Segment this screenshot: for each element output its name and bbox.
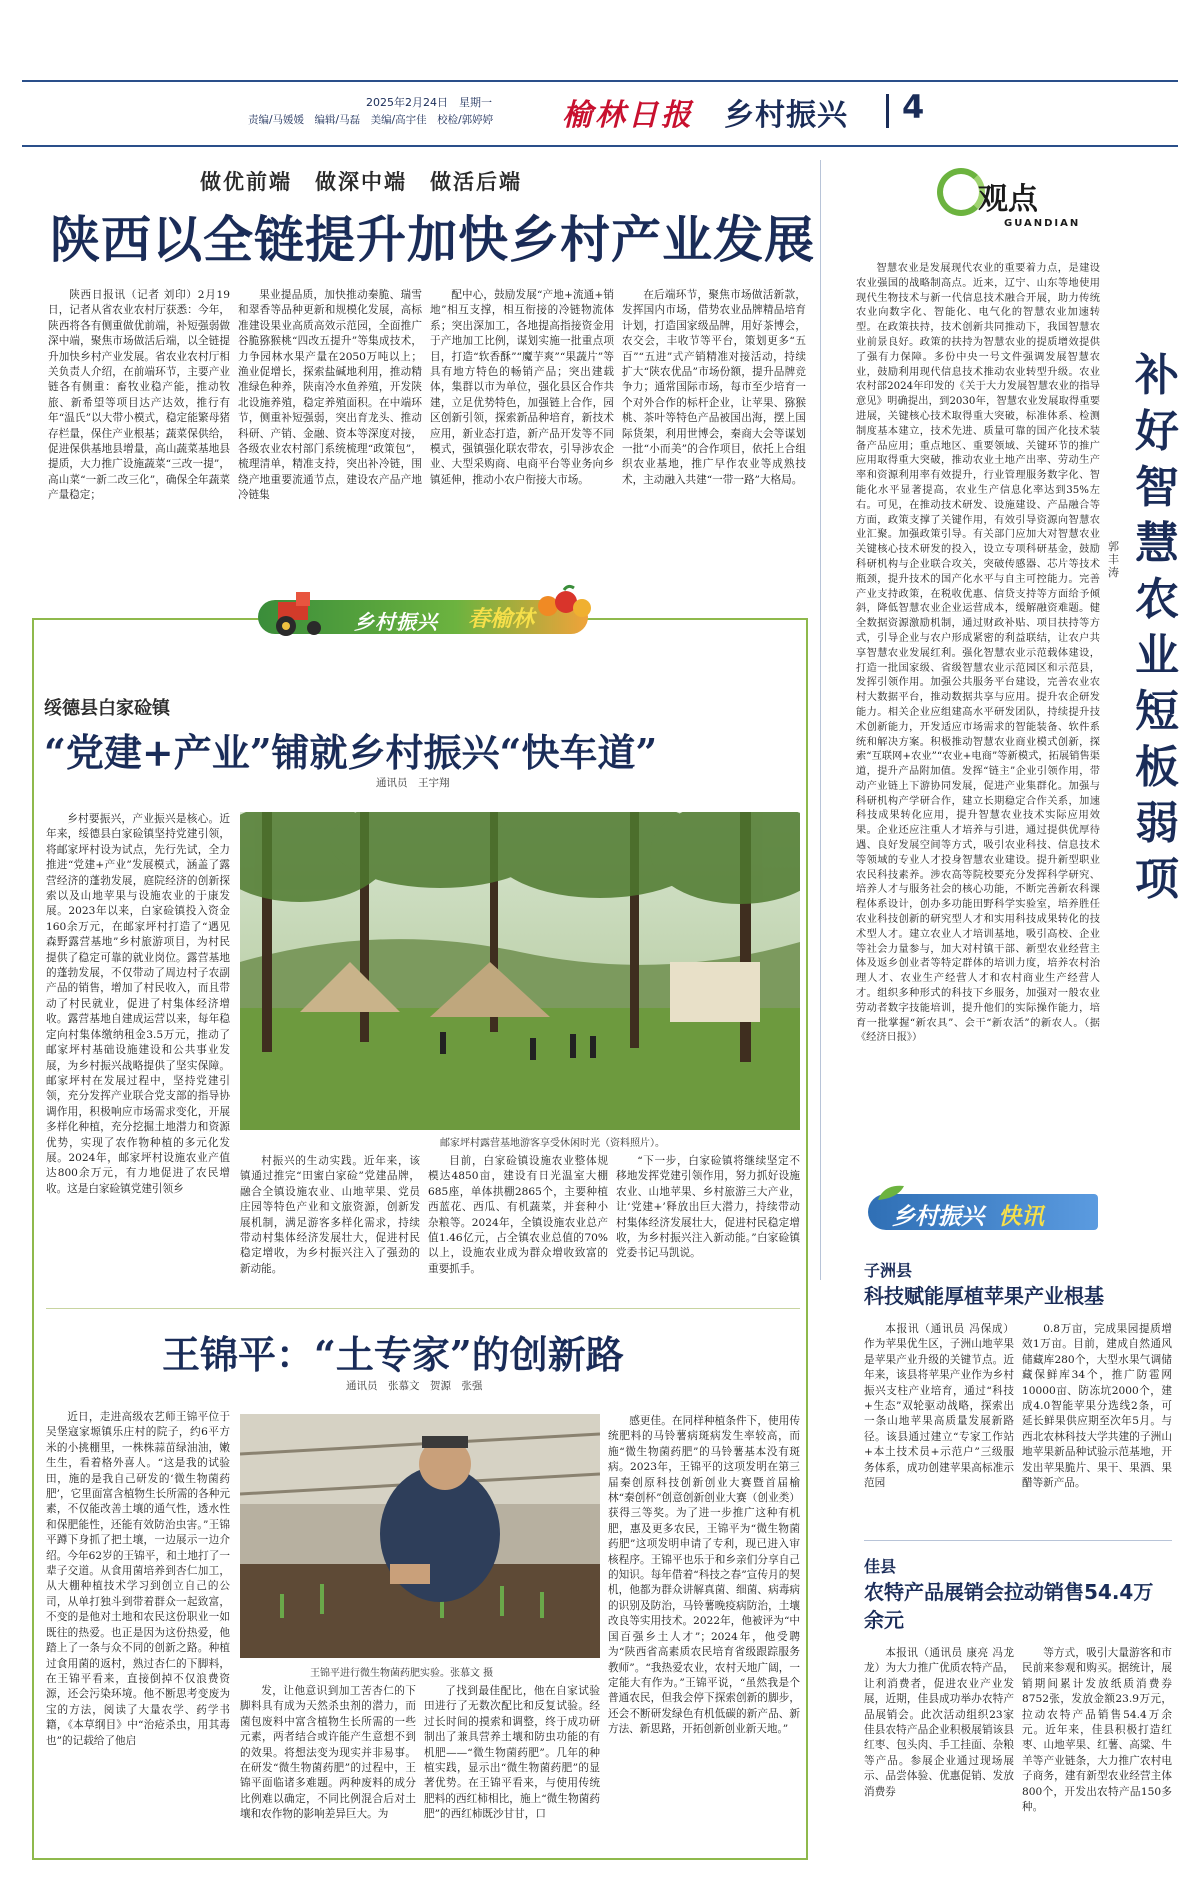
section-name: 乡村振兴 bbox=[724, 98, 848, 133]
article1-photo-caption: 邮家坪村露营基地游客享受休闲时光（资料照片）。 bbox=[440, 1138, 665, 1149]
news1-title: 科技赋能厚植苹果产业根基 bbox=[864, 1284, 1104, 1308]
viewpoint-title: 补好智慧农业短板弱项 bbox=[1135, 350, 1179, 905]
news1-column-2 bbox=[1022, 1322, 1172, 1530]
article2-column-mid2 bbox=[424, 1684, 600, 1850]
article1-column-right bbox=[616, 1154, 800, 1302]
news1-col1-text: 本报讯（通讯员 冯保成）作为苹果优生区，子洲山地苹果是苹果产业升级的关键节点。近年来，该县将苹果产业作为乡村振兴支柱产业培育，通过“科技+生态”双轮驱动战略，探索出一条山地苹果高质量发展新路径。该县通过建立“专家工作站+本土技术员+示范户”三级服务体系，成功创建苹果高标准示范园 bbox=[864, 1323, 1014, 1490]
spring-banner-text-2: 春榆林 bbox=[468, 607, 535, 632]
article1-col-right-text: “下一步，白家硷镇将继续坚定不移地发挥党建引领作用，努力抓好设施农业、山地苹果、乡村旅游三大产业，让‘党建+’释放出巨大潜力，持续带动村集体经济发展壮大，促进村民稳定增收，为乡村振兴注入新动能。”白家硷镇党委书记马凯说。 bbox=[616, 1155, 800, 1260]
lead-column-1 bbox=[48, 288, 230, 560]
news2-column-2 bbox=[1022, 1646, 1172, 1850]
lead-kicker: 做优前端 做深中端 做活后端 bbox=[200, 170, 522, 194]
paper-logo: 榆林日报 bbox=[562, 98, 694, 133]
article1-column-left bbox=[46, 812, 230, 1304]
lead-column-3 bbox=[430, 288, 614, 560]
spring-banner bbox=[258, 584, 588, 656]
article2-photo bbox=[240, 1414, 600, 1658]
news1-col2-text: 0.8万亩，完成果园提质增效1万亩。目前，建成自然通风储藏库280个，大型水果气调储藏保鲜库34个，推广防雹网10000亩、防冻坑2000个，建成4.0智能苹果分选线2条，可延长鲜果供应期至次年5月。与西北农林科技大学共建的子洲山地苹果新品种试验示范基地，开发出苹果脆片、果干、果酒、果醋等新产品。 bbox=[1022, 1323, 1172, 1490]
quick-news-banner-text-1: 乡村振兴 bbox=[892, 1204, 984, 1230]
article2-photo-caption: 王锦平进行微生物菌药肥实验。张慕文 摄 bbox=[310, 1668, 494, 1679]
lead-column-2 bbox=[238, 288, 422, 560]
viewpoint-logo-sub: GUANDIAN bbox=[1004, 218, 1081, 229]
lead-column-4 bbox=[622, 288, 806, 560]
masthead-divider bbox=[886, 94, 889, 128]
article1-byline: 通讯员 王宇翔 bbox=[376, 777, 450, 789]
news-divider bbox=[864, 1540, 1172, 1541]
article2-title: 王锦平：“土专家”的创新路 bbox=[162, 1332, 624, 1377]
article2-col-left-text: 近日，走进高级农艺师王锦平位于吴堡寇家塬镇乐庄村的院子，约6平方米的小挑棚里，一株株蒜苗绿油油，嫩生生，看着格外喜人。“这是我的试验田，施的是我自己研发的‘微生物菌药肥’，它里面富含植物生长所需的各种元素，不仅能改善土壤的通气性，透水性和保肥能性，还能有效防治虫害。”王锦平蹲下身抓了把土壤，一边展示一边介绍。今年62岁的王锦平，和土地打了一辈子交道。从食用菌培养到杏仁加工，从大棚种植技术学习到创立自己的公司，从单打独斗到带着群众一起致富，不变的是他对土地和农民这份职业一如既往的热爱。也正是因为这份热爱，他踏上了一条与众不同的创新之路。种植过食用菌的返村，熟过杏仁的下脚料，在王锦平看来，直接倒掉不仅浪费资源，还会污染环境。他不断思考变废为宝的方法，阅读了大量农学、药学书籍，《本草纲目》中“治疮杀虫，用其毒也”的记载给了他启 bbox=[46, 1411, 230, 1747]
news2-column-1 bbox=[864, 1646, 1014, 1850]
article2-col-right-text: 感更佳。在同样种植条件下，使用传统肥料的马铃薯病斑病发生率较高，而施“微生物菌药肥”的马铃薯基本没有斑病。2023年，王锦平的这项发明在第三届秦创原科技创新创业大赛暨首届榆林“秦创杯”创意创新创业大赛（创业类）获得三等奖。为了进一步推广这种有机肥，惠及更多农民，王锦平为“微生物菌药肥”这项发明申请了专利，现已进入审核程序。王锦平也乐于和乡亲们分享自己的知识。每年借着“科技之春”宣传月的契机，他都为群众讲解真菌、细菌、病毒病的识别及防治，马铃薯晚疫病防治，土壤改良等实用技术。2022年，他被评为“中国百强乡土人才”；2024年，他受聘为“陕西省高素质农民培育省级跟踪服务教师”。“我热爱农业，农村天地广阔，一定能大有作为。”王锦平说，“虽然我是个普通农民，但我会停下探索创新的脚步，还会不断研发绿色有机低碳的新产品、新方法、新思路，开拓创新创业新天地。” bbox=[608, 1415, 800, 1736]
quick-news-banner bbox=[868, 1182, 1098, 1238]
article1-photo bbox=[240, 812, 800, 1130]
top-rule bbox=[22, 80, 1178, 82]
article1-col-mid-text: 村振兴的生动实践。近年来，该镇通过推完“田蜜白家硷”党建品牌，融合全镇设施农业、山地苹果、党员庄园等特色产业和文旅资源，创新发展机制，满足游客多样化需求，持续带动村集体经济发展壮大，促进村民稳定增收，为乡村振兴注入了强劲的新动能。 bbox=[240, 1155, 420, 1275]
news2-col2-text: 等方式，吸引大量游客和市民前来参观和购买。据统计，展销期间累计发放纸质消费券8752张，发放金额23.9万元，拉动农特产品销售54.4万余元。近年来，佳县积极打造红枣、山地苹果、红薯、高粱、牛羊等产业链条，大力推广农村电子商务，建有新型农业经营主体800个，开发出农特产品150多种。 bbox=[1022, 1647, 1172, 1814]
article2-col-mid2-text: 了找到最佳配比，他在自家试验田进行了无数次配比和反复试验。经过长时间的摸索和调整，终于成功研制出了兼具营养土壤和防虫功能的有机肥——“微生物菌药肥”。几年的种植实践，显示出“微生物菌药肥”的显著优势。在王锦平看来，与使用传统肥料的西红柿相比，施上“微生物菌药肥”的西红柿既沙甘甘，口 bbox=[424, 1685, 600, 1821]
article-divider bbox=[46, 1308, 800, 1309]
lead-title: 陕西以全链提升加快乡村产业发展 bbox=[50, 211, 815, 269]
lead-col1-text: 陕西日报讯（记者 刘印）2月19日，记者从省农业农村厅获悉：今年，陕西将各有侧重做优前端，补短强弱做深中端，聚焦市场做活后端，以全链提升加快乡村产业发展。省农业农村厅相关负责人介绍，在前端环节，主要产业链各有侧重：畜牧业稳产能，推动牧旅、新希望等项目达产达效，推行有年“温氏”以大带小模式，稳定能繁母猪存栏量，保住产业根基；蔬菜保供给，促进保供基地县增量，高山蔬菜基地县提质，大力推广设施蔬菜“三改一提”，高山菜“一新二改三化”，确保全年蔬菜产量稳定； bbox=[48, 289, 230, 502]
campsite-photo-image bbox=[240, 812, 800, 1130]
news2-county: 佳县 bbox=[864, 1557, 897, 1576]
article1-col-mid2-text: 目前，白家硷镇设施农业整体规模达4850亩，建设有日光温室大棚685座，单体拱棚2865个，主要种植西蓝花、西瓜、有机蔬菜，并套种小杂粮等。2024年，全镇设施农业总产值1.46亿元，占全镇农业总值的70%以上，设施农业成为群众增收致富的重要抓手。 bbox=[428, 1155, 608, 1275]
lead-col3-text: 配中心，鼓励发展“产地+流通+销地”相互支撑，相互衔接的冷链物流体系；突出深加工，各地提高指接资金用于产地加工比例，谋划实施一批重点项目，打造“软香酥”“魔芋爽”“果蔬片”等具有地方特色的畅销产品；突出建载体，集群以市为单位，强化县区合作共建，立足优势特色，加强链上合作，园区创新引领，探索新品种培育，新技术应用，新业态打造，新产品开发等不同模式，强镇强化联农带农，引导涉农企业、大型采购商、电商平台等业务向乡镇延伸，推动小农户衔接大市场。 bbox=[430, 289, 614, 486]
lead-col4-text: 在后端环节，聚焦市场做活新款，发挥国内市场，借势农业品牌精品培育计划，打造国家级品牌，用好茶博会，农交会，丰收节等平台，策划更多“五百”“五进”式产销精准对接活动，持续扩大“陕农优品”市场份额，提升品牌竞争力；通常国际市场，每市至少培育一个对外合作的标杆企业，让苹果、猕猴桃、茶叶等特色产品被国出海，摆上国际货架，利用世博会，秦商大会等谋划一批“小而美”的合作项目，依托上合组织农业基地，推广早作农业等成熟技术，主动融入共建“一带一路”大格局。 bbox=[622, 289, 806, 486]
article2-column-mid bbox=[240, 1684, 416, 1850]
editors-line: 责编/马媛媛 编辑/马磊 美编/高宇佳 校检/郭婷婷 bbox=[248, 114, 494, 126]
viewpoint-body bbox=[856, 262, 1100, 1198]
masthead-rule bbox=[22, 145, 1178, 147]
article2-byline: 通讯员 张慕文 贺源 张强 bbox=[346, 1380, 483, 1392]
lead-col2-text: 果业提品质，加快推动秦脆、瑞雪和翠香等品种更新和规模化发展，高标准建设果业高质高效示范园，全面推广谷脆猕猴桃“四改五提升”等集成技术，力争园林水果产量在2050万吨以上；渔业促增长，探索盐碱地利用，推动精准绿色种养，陕南冷水鱼养殖，开发陕北设施养殖，稳定养殖面积。在中端环节，侧重补短强弱，突出育龙头、推动科研、产销、金融、资本等深度对接，各级农业农村部门系统梳理“政策包”，梳理清单，精准支持，突出补冷链，围绕产地重要流通节点，建设农产品产地冷链集 bbox=[238, 289, 422, 502]
column-divider bbox=[820, 160, 821, 1280]
viewpoint-author: 郭丰涛 bbox=[1108, 540, 1119, 579]
page-number: 4 bbox=[902, 88, 925, 126]
issue-date: 2025年2月24日 星期一 bbox=[366, 96, 492, 109]
news2-col1-text: 本报讯（通讯员 康亮 冯龙龙）为大力推广优质农特产品，让利消费者，促进农业产业发展，近期，佳县成功举办农特产品展销会。此次活动组织23家佳县农特产品企业积极展销该县红枣、包头肉、手工挂面、杂粮等产品。参展企业通过现场展示、品尝体验、优惠促销、发放消费券 bbox=[864, 1647, 1014, 1798]
article1-col-left-text: 乡村要振兴，产业振兴是核心。近年来，绥德县白家硷镇坚持党建引领，将邮家坪村设为试点，先行先试，全力推进“党建+产业”发展模式，涵盖了露营经济的蓬勃发展，庭院经济的创新探索以及山地苹果与设施农业的于康发展。2023年以来，白家硷镇投入资金160余万元，在邮家坪村打造了“遇见森野露营基地”乡村旅游项目，为村民提供了稳定可靠的就业岗位。露营基地的蓬勃发展，不仅带动了周边村子农副产品的销售，增加了村民收入，而且带动了村民就业，促进了村集体经济增收。露营基地自建成运营以来，每年稳定向村集体缴纳租金3.5万元，推动了邮家坪村基础设施建设和公共事业发展，为乡村振兴战略提供了坚实保障。邮家坪村在发展过程中，坚持党建引领，充分发挥产业联合党支部的指导协调作用，积极响应市场需求变化，开展多样化种植，充分挖掘土地潜力和资源优势，实现了农作物种植的多元化发展。2024年，邮家坪村设施农业产值达800余万元，有力地促进了农民增收。这是白家硷镇党建引领乡 bbox=[46, 813, 230, 1195]
article1-column-mid2 bbox=[428, 1154, 608, 1302]
article2-column-left bbox=[46, 1410, 230, 1850]
article1-column-mid bbox=[240, 1154, 420, 1302]
viewpoint-logo-text: 观点 bbox=[978, 182, 1038, 217]
quick-news-banner-text-2: 快讯 bbox=[998, 1204, 1044, 1230]
article1-title: “党建+产业”铺就乡村振兴“快车道” bbox=[44, 730, 658, 775]
news2-title: 农特产品展销会拉动销售54.4万余元 bbox=[864, 1580, 1154, 1632]
fruit-basket-icon bbox=[534, 584, 594, 624]
article2-col-mid-text: 发，让他意识到加工苦杏仁的下脚料具有成为天然杀虫剂的潜力，而菌包废料中富含植物生长所需的一些元素，两者结合或许能产生意想不到的效果。将想法变为现实并非易事。在研发“微生物菌药肥”的过程中，王锦平面临诸多难题。两种废料的成分比例难以确定，不同比例混合后对土壤和农作物的影响差异巨大。为 bbox=[240, 1685, 416, 1821]
news1-column-1 bbox=[864, 1322, 1014, 1530]
article1-kicker: 绥德县白家硷镇 bbox=[44, 698, 170, 719]
researcher-photo-image bbox=[240, 1414, 600, 1658]
article2-column-right bbox=[608, 1414, 800, 1850]
spring-banner-text-1: 乡村振兴 bbox=[354, 610, 438, 634]
masthead bbox=[22, 84, 1178, 140]
tractor-icon bbox=[270, 588, 334, 638]
viewpoint-body-text: 智慧农业是发展现代农业的重要着力点，是建设农业强国的战略制高点。近来，辽宁、山东等地使用现代生物技术与新一代信息技术融合开展，助力传统农业向数字化、智能化、电气化的智慧农业加速转型。在政策扶持，技术创新共同推动下，我国智慧农业前景良好。政策的扶持为智慧农业的提质增效提供了强有力保障。多份中央一号文件强调发展智慧农业，鼓励利用现代信息技术推动农业转型升级。农业农村部2024年印发的《关于大力发展智慧农业的指导意见》明确提出，到2030年，智慧农业发展取得重要进展，关键核心技术取得重大突破，标准体系、检测制度基本建立，技术先进、质量可靠的国产化技术装备产品应用；重点地区、重要领域、关键环节的推广应用取得重大突破，推动农业土地产出率、劳动生产率和资源利用率有效提升，行业管理服务数字化、智能化水平显著提高，农业生产信息化率达到35%左右。可见，在推动技术研发、设施建设、产品融合等方面，政策支撑了关键作用，有效引导资源向智慧农业汇聚。加强政策引导。有关部门应加大对智慧农业关键核心技术研发的投入，设立专项科研基金，鼓励科研机构与企业联合攻关，突破传感器、芯片等技术瓶颈，提升技术的国产化水平与自主可控能力。完善产业支持政策，在税收优惠、信贷支持等方面给予倾斜，降低智慧农业企业运营成本，缓解融资难题。健全数据资源激励机制，通过财政补贴、项目扶持等方式，引导企业与农户形成紧密的利益联结，让农户共享智慧农业发展红利。强化智慧农业示范载体建设，打造一批国家级、省级智慧农业示范园区和示范县，发挥引领作用。加强公共服务平台建设，完善农业农村大数据平台，推动数据共享与应用。提升农企研发能力。相关企业应组建高水平研发团队，持续提升技术创新能力，开发适应市场需求的智能装备、软件系统和解决方案。积极推动智慧农业商业模式创新，探索“互联网+农业”“农业+电商”等新模式，拓展销售渠道，提升产品附加值。发挥“链主”企业引领作用，带动产业链上下游协同发展，促进产业集群化。加强与科研机构产学研合作，建立长期稳定合作关系，加速科技成果转化应用，提升智慧农业技术实际应用效果。企业还应注重人才培养与引进，通过提供优厚待遇、良好发展空间等方式，吸引农业科技、信息技术等领域的专业人才投身智慧农业建设。提升新型职业农民科技素养。涉农高等院校要充分发挥科学研究、培养人才与服务社会的核心功能，不断完善新农科课程体系设计，创办多功能田野科学实验室，培养胜任农业科技创新的研究型人才和实用科技成果转化的技术型人才。建立农业人才培训基地，吸引高校、企业等社会力量参与，加大对村镇干部、新型农业经营主体及返乡创业者等特定群体的培训力度，培养农村治理人才、农业生产经营人才和农村商业生产经营人才。组织多种形式的科技下乡服务，加强对一般农业劳动者数字技能培训，提升他们的实际操作能力，培育一批掌握“新农具”、会干“新农活”的新农人。（据《经济日报》） bbox=[856, 263, 1100, 1044]
news1-county: 子洲县 bbox=[864, 1261, 913, 1280]
